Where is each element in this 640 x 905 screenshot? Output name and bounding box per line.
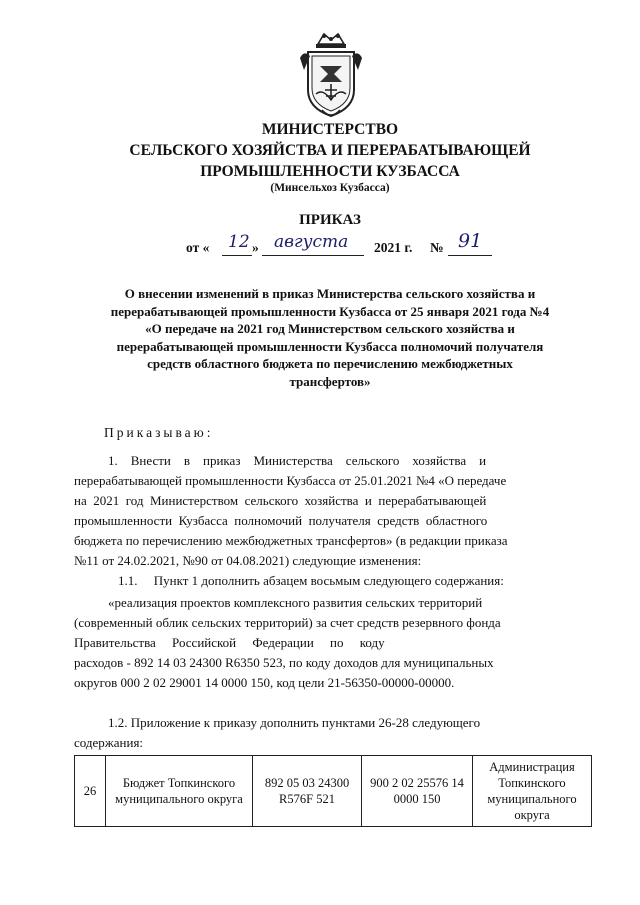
- body-line: «реализация проектов комплексного развития сельских территорий: [108, 595, 483, 610]
- number-sign: №: [430, 240, 444, 255]
- title-line: средств областного бюджета по перечислению межбюджетных: [147, 356, 513, 372]
- month-underline: [262, 255, 364, 256]
- body-line: на 2021 год Министерством сельского хозяйства и перерабатывающей: [74, 493, 487, 508]
- body-line: промышленности Кузбасса полномочий получателя средств областного: [74, 513, 488, 528]
- table-cell-budget: Бюджет Топкинского муниципального округа: [106, 756, 253, 827]
- ministry-line-1: МИНИСТЕРСТВО: [261, 121, 399, 138]
- day-underline: [222, 255, 252, 256]
- ministry-abbreviation: (Минсельхоз Кузбасса): [270, 182, 390, 194]
- title-line: перерабатывающей промышленности Кузбасса полномочий получателя: [116, 338, 544, 354]
- body-line: Правительства Российской Федерации по коду: [74, 635, 385, 650]
- table-cell-administrator: Администрация Топкинского муниципального округа: [473, 756, 592, 827]
- handwritten-day: 12: [228, 232, 250, 252]
- body-line: перерабатывающей промышленности Кузбасса от 25.01.2021 №4 «О передаче: [74, 473, 507, 488]
- date-day-close: »: [252, 240, 259, 255]
- ministry-line-3: ПРОМЫШЛЕННОСТИ КУЗБАССА: [200, 163, 460, 180]
- body-line: бюджета по перечислению межбюджетных трансфертов» (в редакции приказа: [74, 533, 508, 548]
- title-line: трансфертов»: [289, 373, 371, 389]
- body-line: 1.1. Пункт 1 дополнить абзацем восьмым следующего содержания:: [118, 573, 504, 588]
- handwritten-month: августа: [274, 232, 349, 252]
- title-line: «О передаче на 2021 год Министерством сельского хозяйства и: [145, 321, 515, 337]
- order-title: [72, 285, 588, 391]
- coat-of-arms-icon: [296, 30, 366, 122]
- table-cell-expense-code: 892 05 03 24300 R576F 521: [253, 756, 362, 827]
- orders-word: Приказываю:: [104, 425, 214, 440]
- number-underline: [448, 255, 492, 256]
- table-cell-income-code: 900 2 02 25576 14 0000 150: [362, 756, 473, 827]
- appendix-table: [74, 755, 592, 827]
- body-line: расходов - 892 14 03 24300 R6350 523, по коду доходов для муниципальных: [74, 655, 494, 670]
- order-year: 2021 г.: [374, 240, 413, 255]
- handwritten-number: 91: [458, 230, 483, 252]
- body-line: 1. Внести в приказ Министерства сельского хозяйства и: [108, 453, 487, 468]
- body-line: 1.2. Приложение к приказу дополнить пунктами 26-28 следующего: [108, 715, 481, 730]
- body-line: округов 000 2 02 29001 14 0000 150, код цели 21-56350-00000-00000.: [74, 675, 455, 690]
- table-cell-number: 26: [75, 756, 106, 827]
- table-row: [75, 756, 592, 827]
- body-line: содержания:: [74, 735, 144, 750]
- body-line: (современный облик сельских территорий) за счет средств резервного фонда: [74, 615, 501, 630]
- order-date-line: [186, 230, 506, 260]
- title-line: перерабатывающей промышленности Кузбасса от 25 января 2021 года №4: [110, 303, 550, 319]
- title-line: О внесении изменений в приказ Министерства сельского хозяйства и: [124, 286, 536, 301]
- document-type: ПРИКАЗ: [299, 212, 361, 228]
- date-prefix: от «: [186, 240, 210, 255]
- body-line: №11 от 24.02.2021, №90 от 04.08.2021) следующие изменения:: [74, 553, 422, 568]
- ministry-line-2: СЕЛЬСКОГО ХОЗЯЙСТВА И ПЕРЕРАБАТЫВАЮЩЕЙ: [129, 142, 531, 159]
